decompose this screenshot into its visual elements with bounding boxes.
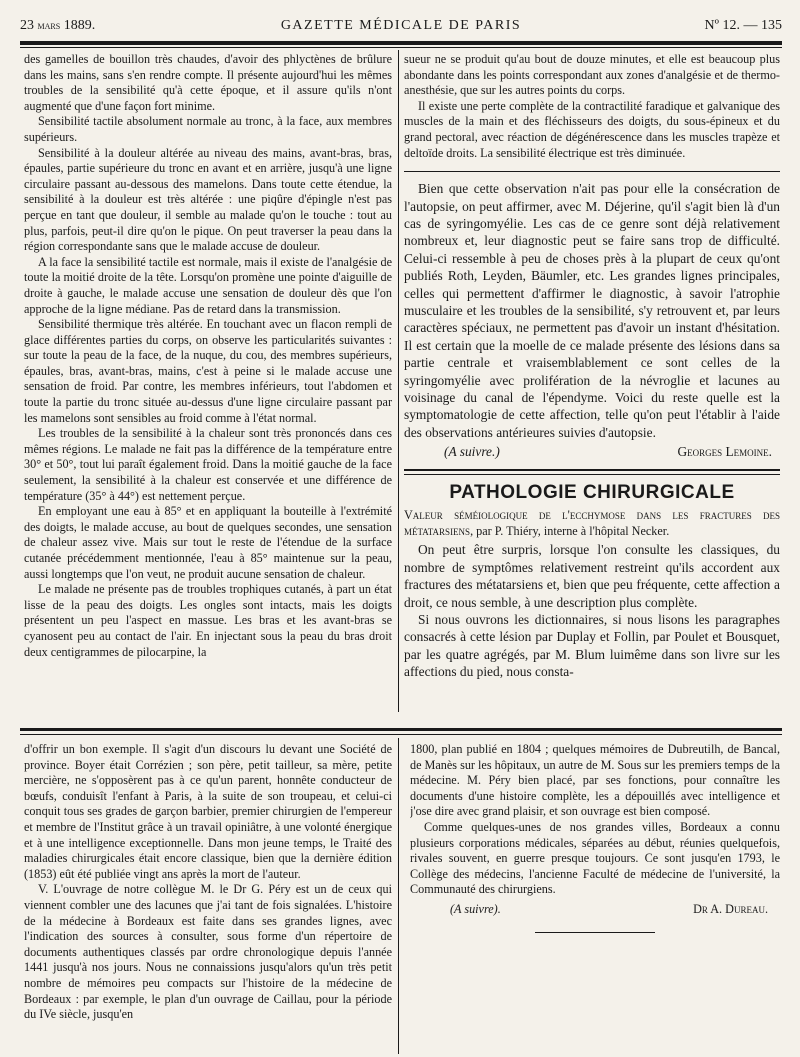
paragraph: Sensibilité thermique très altérée. En touchant avec un flacon rempli de glace différentes parties du corps, on observe les particularités suivantes : sur toute la peau de la face, de la nuque, du cou, des membres supérieurs, épaules, bras, avant-bras, mains, c'est à peine si le malade accuse une sensation de froid. Par contre, les membres inférieurs, tout l'abdomen et toute la partie du tronc située au-dessus d'une ligne circulaire passant par les mamelons sont sensibles au froid comme à l'état normal. xyxy=(24,317,392,425)
bottom-left-column xyxy=(24,742,392,1054)
end-rule xyxy=(535,932,655,933)
paragraph: 1800, plan publié en 1804 ; quelques mémoires de Dubreutilh, de Bancal, de Manès sur les hôpitaux, un autre de M. Sous sur les premiers temps de la médecine. M. Péry bien placé, par ses fonctions, pour connaître les documents d'une histoire complète, les a dépouillés avec intelligence et j'ose dire avec grand plaisir, et son ouvrage est bien composé. xyxy=(410,742,780,819)
paragraph: On peut être surpris, lorsque l'on consulte les classiques, du nombre de symptômes relativement restreint qu'ils accordent aux fractures des métatarsiens et, bien que peu fréquente, cette affection a droit, ce nous semble, à une description plus complète. xyxy=(404,542,780,610)
column-divider xyxy=(398,50,399,712)
paragraph: sueur ne se produit qu'au bout de douze minutes, et elle est beaucoup plus abondante dans les points correspondant aux zones d'analgésie et de thermo-anesthésie, que sur les autres points du corps. xyxy=(404,52,780,98)
journal-title: GAZETTE MÉDICALE DE PARIS xyxy=(280,18,522,33)
paragraph: Comme quelques-unes de nos grandes villes, Bordeaux a connu plusieurs corporations médicales, séparées au début, réunies quelquefois, rivales souvent, en guerre presque toujours. Ce sont jusqu'en 1793, le Collège des médecins, l'ancienne Faculté de médecine de l'université, la Communauté des chirurgiens. xyxy=(410,819,780,897)
paragraph: Si nous ouvrons les dictionnaires, si nous lisons les paragraphes consacrés à cette lésion par Duplay et Follin, par Poulet et Bousquet, par les quatre agrégés, par M. Blum luimême dans son livre sur les affections du pied, nous consta- xyxy=(404,612,780,680)
bottom-right-column xyxy=(410,742,780,1054)
header-rule-thin xyxy=(20,47,782,48)
separator-line xyxy=(404,171,780,172)
paragraph: des gamelles de bouillon très chaudes, d'avoir des phlyctènes de brûlure dans les mains, sans s'en rendre compte. Il présente aujourd'hui les mêmes troubles de la sensibilité qu'à cette époque, et il assure qu'ils n'ont augmenté que d'une façon fort minime. xyxy=(24,52,392,113)
date-month: mars xyxy=(37,18,61,32)
top-right-column xyxy=(404,52,780,712)
conclusion-block xyxy=(404,180,780,461)
section-title: PATHOLOGIE CHIRURGICALE xyxy=(449,481,735,503)
paragraph: Sensibilité tactile absolument normale au tronc, à la face, aux membres supérieurs. xyxy=(24,114,392,144)
paragraph: Bien que cette observation n'ait pas pour elle la consécration de l'autopsie, on peut affirmer, avec M. Déjerine, qu'il s'agit bien là d'un cas de syringomyélie. Les cas de ce genre sont déjà relativement nombreux et, leur diagnostic peut se faire sans trop de difficulté. Celui-ci ressemble à peu de choses près à la plupart de ceux qu'ont publiés Roth, Leyden, Bäumler, etc. Les grandes lignes principales, celles qui permettent d'affirmer le diagnostic, à savoir l'atrophie musculaire et les troubles de la sensibilité, s'y retrouvent et, par leurs caractères spéciaux, ne permettent pas d'avoir un instant d'hésitation. Il est certain que la moelle de ce malade présente des lésions dans sa partie centrale et vraisemblablement ce sont celles de la syringomyélie avec prolifération de la névroglie et lacunes au voisinage du canal de l'épendyme. Voici du reste quelle est la symptomatologie de cette affection, telle qu'on peut l'établir à l'aide des observations antérieures suivies d'autopsie. xyxy=(404,181,780,440)
page-header xyxy=(20,16,782,38)
paragraph: V. L'ouvrage de notre collègue M. le Dr G. Péry est un de ceux qui viennent combler une des lacunes que j'ai tant de fois signalées. L'histoire de la médecine à Bordeaux est faite dans ses grandes lignes, avec l'indication des sources à consulter, sous forme d'un répertoire de documents authentiques classés par ordre chronologique depuis l'année 1441 jusqu'à nos jours. Nous ne connaissions jusqu'alors qu'un très petit nombre de mémoires peu compacts sur l'histoire de la médecine de Bordeaux : par exemple, le plan d'un ouvrage de Caillau, pour la période du IVe siècle, jusqu'en xyxy=(24,882,392,1022)
article-byline: par P. Thiéry, interne à l'hôpital Necker. xyxy=(476,523,670,538)
paragraph: A la face la sensibilité tactile est normale, mais il existe de l'analgésie de toute la moitié droite de la tête. Lorsqu'on promène une pointe d'aiguille de droite à gauche, le malade accuse une sensation de douleur dès que l'on approche de la ligne médiane. Pas de retard dans la transmission. xyxy=(24,254,392,316)
article-block xyxy=(404,508,780,680)
date-year: 1889. xyxy=(63,18,96,33)
paragraph: d'offrir un bon exemple. Il s'agit d'un discours lu devant une Société de province. Boyer était Corrézien ; son père, petit tailleur, sa mère, petite mercière, ne s'opposèrent pas à ce qu'un parent, honnête conducteur de bœufs, conduisît l'enfant à Paris, à la suite de son troupeau, et celui-ci conquit tous ses grades de garçon barbier, premier chirurgien de l'empereur et membre de l'Institut grâce à un travail opiniâtre, à une volonté énergique et à une intelligence exceptionnelle. Dans mon jeune temps, le Traité des maladies chirurgicales était encore classique, bien que la dernière édition (1853) eût été publiée vingt ans après la mort de l'auteur. xyxy=(24,742,392,881)
header-rule-thick xyxy=(20,41,782,45)
paragraph: Sensibilité à la douleur altérée au niveau des mains, avant-bras, bras, épaules, partie supérieure du tronc en avant et en arrière, jusqu'à une ligne circulaire passant au-dessous des mamelons. Dans toute cette étendue, la sensibilité à la douleur est très altérée : une piqûre d'épingle n'est pas perçue en tant que douleur, il semble au malade qu'on le touche : tout au plus, parfois, peut-il dire qu'on le pique. On peut traverser la peau dans la région correspondante sans que le malade accuse de douleur. xyxy=(24,145,392,254)
issue-number: Nº 12. — 135 xyxy=(704,18,782,33)
date-day: 23 xyxy=(20,18,34,33)
author-name: Georges Lemoine. xyxy=(677,444,772,460)
paragraph: Il existe une perte complète de la contractilité faradique et galvanique des muscles de la main et des fléchisseurs des doigts, du sous-épineux et du grand pectoral, avec réaction de dégénérescence dans les muscles trapèze et deltoïde droits. La sensibilité électrique est très diminuée. xyxy=(404,98,780,160)
divider-rule-thin xyxy=(20,734,782,735)
suivre-note: (A suivre). xyxy=(450,901,501,916)
article-title: Valeur séméiologique de l'ecchymose dans les fractures des métatarsiens, xyxy=(404,508,780,538)
signature-line xyxy=(410,902,780,918)
section-rule xyxy=(404,469,780,475)
column-divider xyxy=(398,738,399,1054)
author-name: Dr A. Dureau. xyxy=(693,901,768,916)
article-heading xyxy=(404,508,780,539)
paragraph: En employant une eau à 85° et en appliquant la bouteille à l'extrémité des doigts, le malade accuse, au bout de quelques secondes, une sensation de chaleur assez vive. Mais sur tout le reste de l'étendue de la surface cutanée précédemment mentionnée, l'eau à 85° maintenue sur la peau, aussi longtemps que l'on veut, ne produit aucune sensation de chaleur. xyxy=(24,504,392,581)
top-left-column xyxy=(24,52,392,712)
suivre-note: (A suivre.) xyxy=(444,444,500,460)
signature-line xyxy=(404,443,780,460)
divider-rule-thick xyxy=(20,728,782,731)
paragraph: Le malade ne présente pas de troubles trophiques cutanés, à part un état lisse de la peau des doigts. Les ongles sont intacts, mais les doigts présentent un peu l'aspect en massue. Les bras et les avant-bras se cyanosent peu au contact de l'air. En injectant sous la peau du bras droit deux centigrammes de pilocarpine, la xyxy=(24,582,392,659)
paragraph: Les troubles de la sensibilité à la chaleur sont très prononcés dans ces mêmes régions. Le malade ne fait pas la différence de la température entre 30° et 50°, tout lui paraît également froid. Dans la moitié gauche de la face seulement, la sensibilité à la chaleur est conservée et une différence de température (35° à 44°) est nettement perçue. xyxy=(24,426,392,503)
